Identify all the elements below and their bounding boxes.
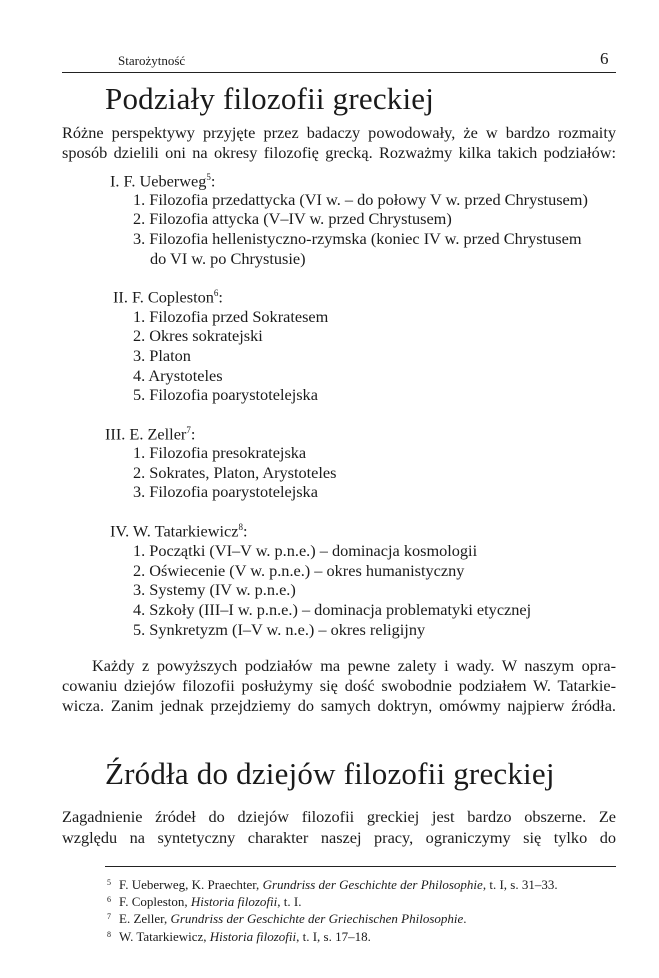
section-title: Podziały filozofii greckiej [105, 81, 435, 116]
list-item: 2. Okres sokratejski [133, 326, 263, 345]
list-item: 3. Platon [133, 346, 191, 365]
list-item: 4. Szkoły (III–I w. p.n.e.) – dominacja problematyki etycznej [133, 600, 532, 619]
list-item: 5. Filozofia poarystotelejska [133, 385, 318, 404]
footnote-rest: , t. I, s. 17–18. [296, 929, 371, 944]
section-title: Źródła do dziejów filozofii greckiej [105, 756, 555, 791]
list-item: 1. Początki (VI–V w. p.n.e.) – dominacja kosmologii [133, 541, 478, 560]
division-label: I. F. Ueberweg [110, 171, 207, 191]
footnote-number: 6 [107, 895, 111, 904]
footnote-ref[interactable]: 7 [186, 425, 191, 435]
footnote-work: Grundriss der Geschichte der Philosophie [262, 877, 483, 892]
list-item: 2. Sokrates, Platon, Arystoteles [133, 463, 337, 482]
division-heading: I. F. Ueberweg$^5$: [110, 171, 216, 191]
footnote-rest: , t. I. [277, 894, 302, 909]
footnote-work: Historia filozofii [190, 894, 278, 909]
paragraph-line: cowaniu dziejów filozofii posłużymy się dość swobodnie podziałem W. Tatarkie- [62, 676, 616, 695]
footnote-ref[interactable]: 8 [238, 522, 243, 532]
footnote-author: E. Zeller, [119, 911, 171, 926]
footnote-rest: . [463, 911, 467, 926]
paragraph-line: sposób dzielili oni na okresy filozofię grecką. Rozważmy kilka takich podziałów: [62, 143, 616, 162]
list-item: 3. Filozofia poarystotelejska [133, 482, 318, 501]
division-heading: IV. W. Tatarkiewicz$^8$: [110, 521, 248, 541]
list-item: 3. Filozofia hellenistyczno-rzymska (koniec IV w. przed Chrystusem [133, 229, 582, 248]
paragraph-line: Zagadnienie źródeł do dziejów filozofii greckiej jest bardzo obszerne. Ze [62, 807, 616, 826]
division-heading: III. E. Zeller$^7$: [105, 424, 196, 444]
paragraph-line: Każdy z powyższych podziałów ma pewne zalety i wady. W naszym opra- [92, 656, 616, 675]
footnote-author: F. Ueberweg, K. Praechter, [119, 877, 263, 892]
footnote-work: Historia filozofii [209, 929, 297, 944]
footnote [107, 926, 371, 945]
division-label: II. F. Copleston [113, 287, 214, 307]
paragraph-line: wicza. Zanim jednak przejdziemy do samych doktryn, omówmy najpierw źródła. [62, 696, 616, 715]
page-number: 6 [600, 49, 609, 68]
footnote-ref[interactable]: 6 [213, 288, 219, 298]
division-label: III. E. Zeller [105, 424, 187, 444]
footnote [107, 908, 467, 927]
paragraph-line: względu na syntetyczny charakter naszej pracy, ograniczymy się tylko do [62, 828, 616, 847]
header-rule [62, 72, 616, 73]
list-item: 5. Synkretyzm (I–V w. n.e.) – okres religijny [133, 620, 426, 639]
list-item: 1. Filozofia przed Sokratesem [133, 307, 329, 326]
footnote-ref[interactable]: 5 [206, 172, 211, 182]
footnote-number: 5 [107, 878, 111, 887]
list-item: 4. Arystoteles [133, 366, 223, 385]
list-item: 2. Oświecenie (V w. p.n.e.) – okres humanistyczny [133, 561, 465, 580]
footnote-work: Grundriss der Geschichte der Griechischen Philosophie [170, 911, 464, 926]
footnote-rule [105, 866, 616, 867]
footnote-number: 7 [107, 912, 111, 921]
division-heading: II. F. Copleston$^6$: [113, 287, 223, 307]
list-item: 2. Filozofia attycka (V–IV w. przed Chrystusem) [133, 209, 452, 228]
footnote-author: W. Tatarkiewicz, [119, 929, 210, 944]
paragraph-line: Różne perspektywy przyjęte przez badaczy powodowały, że w bardzo rozmaity [62, 123, 616, 142]
running-title: Starożytność [118, 53, 186, 68]
division-label: IV. W. Tatarkiewicz [110, 521, 239, 541]
footnote-author: F. Copleston, [119, 894, 191, 909]
footnote-rest: , t. I, s. 31–33. [482, 877, 558, 892]
list-item-continuation: do VI w. po Chrystusie) [150, 249, 306, 268]
list-item: 1. Filozofia przedattycka (VI w. – do połowy V w. przed Chrystusem) [133, 190, 588, 209]
list-item: 1. Filozofia presokratejska [133, 443, 307, 462]
list-item: 3. Systemy (IV w. p.n.e.) [133, 580, 296, 599]
footnote-number: 8 [107, 930, 111, 939]
